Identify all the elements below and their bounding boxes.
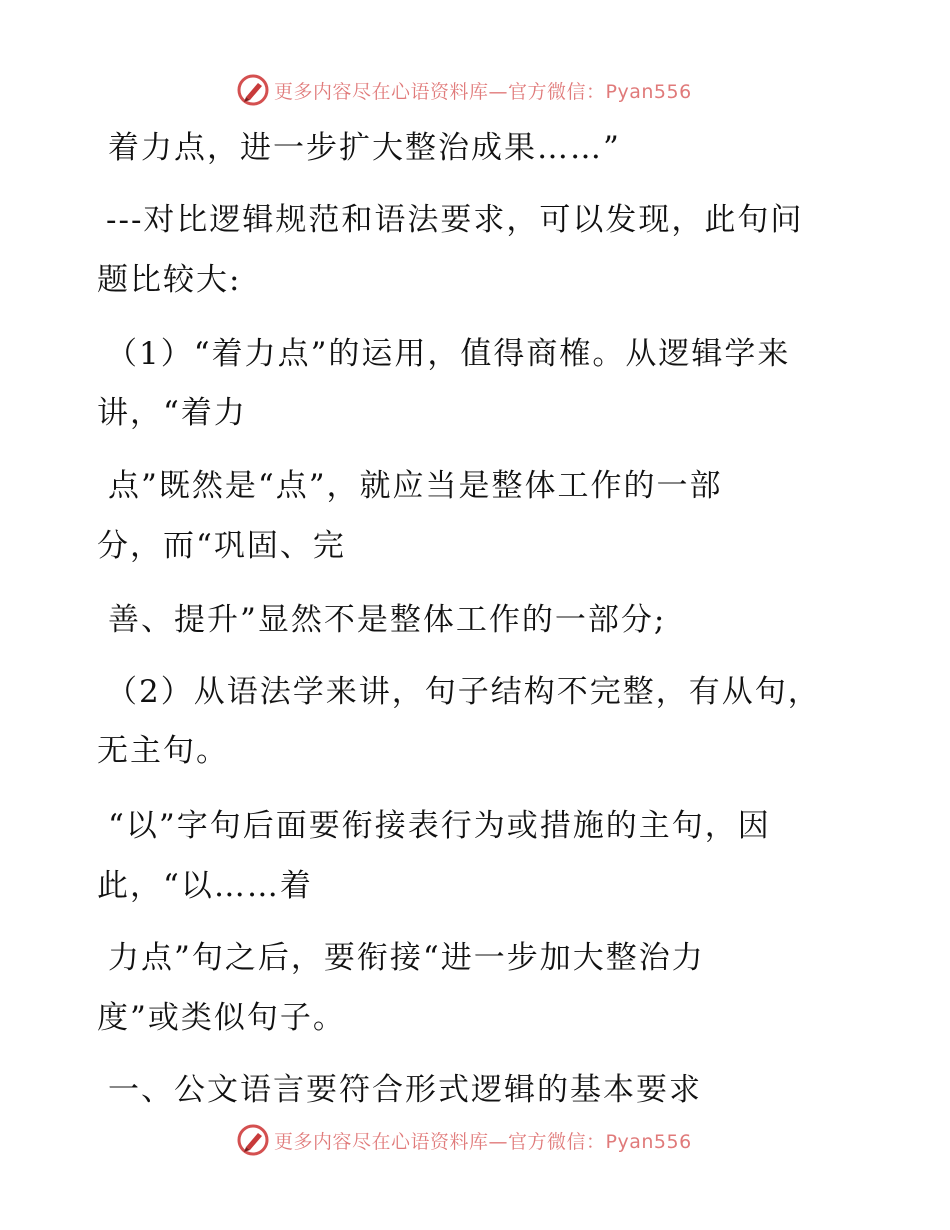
watermark-header bbox=[236, 72, 692, 108]
body-line-7: 分，而“巩固、完 bbox=[97, 528, 346, 564]
body-line-12: 此，“以……着 bbox=[97, 868, 313, 904]
body-line-4: （1）“着力点”的运用，值得商榷。从逻辑学来 bbox=[106, 336, 791, 372]
body-line-1: 着力点，进一步扩大整治成果……” bbox=[108, 130, 621, 166]
body-line-2: ---对比逻辑规范和语法要求，可以发现，此句问 bbox=[106, 202, 804, 238]
body-line-9: （2）从语法学来讲，句子结构不完整，有从句， bbox=[106, 674, 821, 710]
section-heading: 一、公文语言要符合形式逻辑的基本要求 bbox=[108, 1072, 702, 1108]
watermark-text: 更多内容尽在心语资料库—官方微信：Pyan556 bbox=[274, 1130, 692, 1153]
watermark-footer bbox=[236, 1122, 692, 1158]
body-line-3: 题比较大: bbox=[97, 262, 242, 298]
pen-logo-icon bbox=[236, 73, 270, 107]
body-line-6: 点”既然是“点”，就应当是整体工作的一部 bbox=[108, 468, 723, 504]
watermark-text: 更多内容尽在心语资料库—官方微信：Pyan556 bbox=[274, 80, 692, 103]
body-line-5: 讲，“着力 bbox=[97, 395, 247, 431]
body-line-14: 度”或类似句子。 bbox=[97, 1000, 346, 1036]
body-line-8: 善、提升”显然不是整体工作的一部分; bbox=[108, 602, 667, 638]
pen-logo-icon bbox=[236, 1123, 270, 1157]
body-line-10: 无主句。 bbox=[97, 733, 229, 769]
body-line-11: “以”字句后面要衔接表行为或措施的主句，因 bbox=[108, 808, 771, 844]
body-line-13: 力点”句之后，要衔接“进一步加大整治力 bbox=[108, 940, 705, 976]
